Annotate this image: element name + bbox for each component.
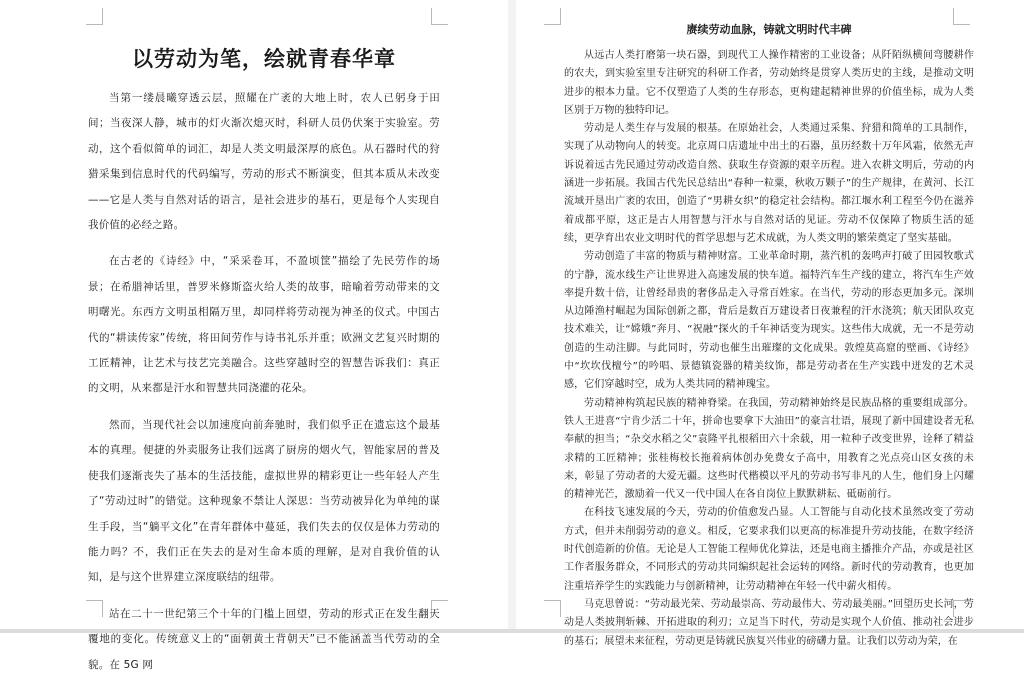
right-paragraph-4: 劳动精神构筑起民族的精神脊梁。在我国，劳动精神始终是民族品格的重要组成部分。铁人王进喜“宁肯少活二十年，拼命也要拿下大油田”的豪言壮语，展现了新中国建设者无私奉献的担当；“杂交水稻之父”袁隆平扎根稻田六十余载，用一粒种子改变世界，诠释了精益求精的工匠精神；张桂梅校长拖着病体创办免费女子高中，用教育之光点亮山区女孩的未来，彰显了劳动者的大爱无疆。这些时代楷模以平凡的劳动书写非凡的人生，他们身上闪耀的精神光芒，激励着一代又一代中国人在各自岗位上默默耕耘、砥砺前行。 xyxy=(564,397,974,501)
right-paragraph-3: 劳动创造了丰富的物质与精神财富。工业革命时期，蒸汽机的轰鸣声打破了田园牧歌式的宁静，流水线生产让世界进入高速发展的快车道。福特汽车生产线的建立，将汽车生产效率提升数十倍，让曾经昂贵的奢侈品走入寻常百姓家。在当代，劳动的形态更加多元。深圳从边陲渔村崛起为国际创新之都，背后是数百万建设者日夜兼程的汗水浇筑；航天团队攻克技术难关，让“嫦娥”奔月、“祝融”探火的千年神话变为现实。这些伟大成就，无一不是劳动创造的生动注脚。与此同时，劳动也催生出璀璨的文化成果。敦煌莫高窟的壁画、《诗经》中“坎坎伐檀兮”的吟唱、景德镇瓷器的精美纹饰，都是劳动者在生产实践中迸发的艺术灵感，它们穿越时空，成为人类共同的精神瑰宝。 xyxy=(564,251,974,391)
bottom-scroll-shade xyxy=(0,629,1024,633)
right-paragraph-2: 劳动是人类生存与发展的根基。在原始社会，人类通过采集、狩猎和简单的工具制作，实现了从动物向人的转变。北京周口店遗址中出土的石器，虽历经数十万年风霜，依然无声诉说着远古先民通过劳动改造自然、获取生存资源的艰辛历程。进入农耕文明后，劳动的内涵进一步拓展。我国古代先民总结出“春种一粒粟，秋收万颗子”的生产规律，在黄河、长江流域开垦出广袤的农田，创造了“男耕女织”的稳定社会结构。都江堰水利工程至今仍在滋养着成都平原，这正是古人用智慧与汗水与自然对话的见证。劳动不仅保障了物质生活的延续，更孕育出农业文明时代的哲学思想与艺术成就，为人类文明的繁荣奠定了坚实基础。 xyxy=(564,123,974,244)
crop-mark-top-left xyxy=(86,8,103,25)
crop-mark-bottom-left xyxy=(544,600,561,617)
page-gutter xyxy=(508,0,516,633)
left-paragraph-2: 在古老的《诗经》中，“采采卷耳，不盈顷筐”描绘了先民劳作的场景；在希腊神话里，普罗米修斯盗火给人类的故事，暗喻着劳动带来的文明曙光。东西方文明虽相隔万里，却同样将劳动视为神圣的仪式。中国古代的“耕读传家”传统，将田间劳作与诗书礼乐并重；欧洲文艺复兴时期的工匠精神，让艺术与技艺完美融合。这些穿越时空的智慧告诉我们：真正的文明，从来都是汗水和智慧共同浇灌的花朵。 xyxy=(88,255,440,395)
left-paragraph-3: 然而，当现代社会以加速度向前奔驰时，我们似乎正在遗忘这个最基本的真理。便捷的外卖服务让我们远离了厨房的烟火气，智能家居的普及使我们逐渐丧失了基本的生活技能，虚拟世界的精彩更让一些年轻人产生了“劳动过时”的错觉。这种现象不禁让人深思：当劳动被异化为单纯的谋生手段，当“躺平文化”在青年群体中蔓延，我们失去的仅仅是体力劳动的能力吗？不，我们正在失去的是对生命本质的理解，是对自我价值的认知，是与这个世界建立深度联结的纽带。 xyxy=(88,418,440,584)
right-paragraph-6: 马克思曾说：“劳动最光荣、劳动最崇高、劳动最伟大、劳动最美丽。”回望历史长河，劳动是人类披荆斩棘、开拓进取的利刃；立足当下时代，劳动是实现个人价值、推动社会进步的基石；展望未来征程，劳动更是铸就民族复兴伟业的磅礴力量。让我们以劳动为荣，在 xyxy=(564,598,974,647)
crop-mark-top-right xyxy=(431,8,448,25)
right-page xyxy=(516,0,1024,647)
right-page-title: 赓续劳动血脉，铸就文明时代丰碑 xyxy=(686,23,852,36)
crop-mark-top-left xyxy=(544,8,561,25)
left-page xyxy=(0,0,508,671)
left-page-content xyxy=(88,44,440,689)
left-page-title: 以劳动为笔，绘就青春华章 xyxy=(132,47,396,71)
right-paragraph-1: 从远古人类打磨第一块石器，到现代工人操作精密的工业设备；从阡陌纵横间弯腰耕作的农夫，到实验室里专注研究的科研工作者，劳动始终是贯穿人类历史的主线，是推动文明进步的根本力量。它不仅塑造了人类的生存形态，更构建起精神世界的价值坐标，成为人类区别于万物的独特印记。 xyxy=(564,50,974,116)
right-paragraph-5: 在科技飞速发展的今天，劳动的价值愈发凸显。人工智能与自动化技术虽然改变了劳动方式，但并未削弱劳动的意义。相反，它要求我们以更高的标准提升劳动技能，在数字经济时代创造新的价值。无论是人工智能工程师优化算法，还是电商主播推介产品，亦或是社区工作者服务群众，不同形式的劳动共同编织起社会运转的网络。新时代的劳动教育，也更加注重培养学生的实践能力与创新精神，让劳动精神在年轻一代中薪火相传。 xyxy=(564,507,974,592)
right-page-content xyxy=(564,20,974,651)
left-paragraph-1: 当第一缕晨曦穿透云层，照耀在广袤的大地上时，农人已躬身于田间；当夜深人静，城市的灯火渐次熄灭时，科研人员仍伏案于实验室。劳动，这个看似简单的词汇，却是人类文明最深厚的底色。从石器时代的狩猎采集到信息时代的代码编写，劳动的形式不断演变，但其本质从未改变——它是人类与自然对话的语言，是社会进步的基石，更是每个人实现自我价值的必经之路。 xyxy=(88,92,440,232)
left-paragraph-4: 站在二十一世纪第三个十年的门槛上回望，劳动的形式正在发生翻天覆地的变化。传统意义上的“面朝黄土背朝天”已不能涵盖当代劳动的全貌。在 5G 网 xyxy=(88,607,440,671)
